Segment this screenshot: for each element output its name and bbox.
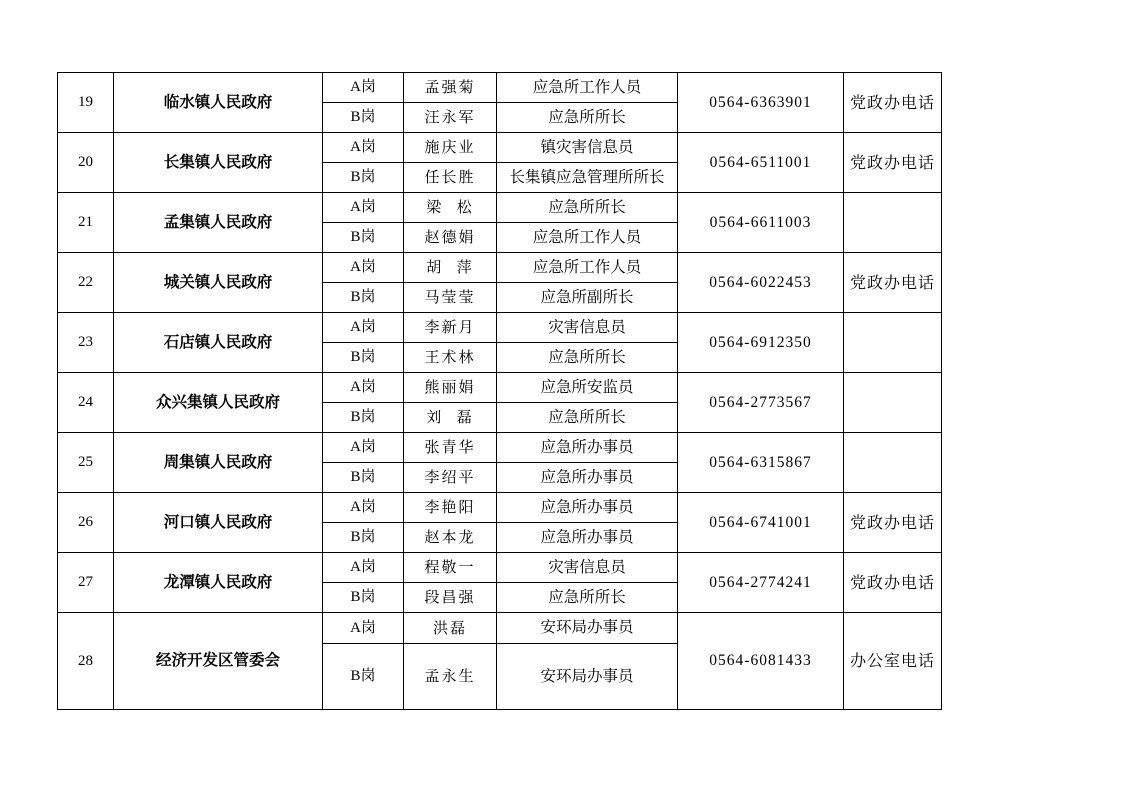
note-cell: 党政办电话 xyxy=(844,253,942,313)
post-cell: B岗 xyxy=(323,523,404,553)
person-name-cell: 赵本龙 xyxy=(404,523,497,553)
unit-name-cell: 众兴集镇人民政府 xyxy=(114,373,323,433)
table-row xyxy=(58,433,942,463)
row-number-cell: 28 xyxy=(58,613,114,710)
duty-cell: 应急所办事员 xyxy=(497,523,678,553)
unit-name-cell: 周集镇人民政府 xyxy=(114,433,323,493)
person-name-cell: 施庆业 xyxy=(404,133,497,163)
phone-cell: 0564-6081433 xyxy=(678,613,844,710)
phone-cell: 0564-6741001 xyxy=(678,493,844,553)
person-name-cell: 马莹莹 xyxy=(404,283,497,313)
unit-name-cell: 长集镇人民政府 xyxy=(114,133,323,193)
person-name-cell: 孟强菊 xyxy=(404,73,497,103)
phone-cell: 0564-6511001 xyxy=(678,133,844,193)
duty-cell: 应急所所长 xyxy=(497,103,678,133)
note-cell: 党政办电话 xyxy=(844,133,942,193)
post-cell: B岗 xyxy=(323,163,404,193)
post-cell: A岗 xyxy=(323,493,404,523)
duty-cell: 镇灾害信息员 xyxy=(497,133,678,163)
table-row xyxy=(58,313,942,343)
post-cell: A岗 xyxy=(323,613,404,644)
unit-name-cell: 临水镇人民政府 xyxy=(114,73,323,133)
table-body xyxy=(58,73,942,710)
person-name-cell: 李艳阳 xyxy=(404,493,497,523)
row-number-cell: 19 xyxy=(58,73,114,133)
note-cell xyxy=(844,373,942,433)
unit-name-cell: 石店镇人民政府 xyxy=(114,313,323,373)
person-name-cell: 张青华 xyxy=(404,433,497,463)
table-row xyxy=(58,493,942,523)
row-number-cell: 25 xyxy=(58,433,114,493)
phone-cell: 0564-6611003 xyxy=(678,193,844,253)
person-name-cell: 胡 萍 xyxy=(404,253,497,283)
note-cell xyxy=(844,313,942,373)
note-cell: 党政办电话 xyxy=(844,493,942,553)
contact-table xyxy=(57,72,942,710)
post-cell: B岗 xyxy=(323,583,404,613)
post-cell: A岗 xyxy=(323,553,404,583)
row-number-cell: 21 xyxy=(58,193,114,253)
person-name-cell: 洪磊 xyxy=(404,613,497,644)
note-cell xyxy=(844,193,942,253)
post-cell: A岗 xyxy=(323,73,404,103)
person-name-cell: 孟永生 xyxy=(404,644,497,710)
duty-cell: 应急所工作人员 xyxy=(497,253,678,283)
table-row xyxy=(58,613,942,644)
note-cell: 党政办电话 xyxy=(844,553,942,613)
note-cell: 党政办电话 xyxy=(844,73,942,133)
phone-cell: 0564-6363901 xyxy=(678,73,844,133)
person-name-cell: 任长胜 xyxy=(404,163,497,193)
duty-cell: 应急所办事员 xyxy=(497,493,678,523)
phone-cell: 0564-6315867 xyxy=(678,433,844,493)
person-name-cell: 刘 磊 xyxy=(404,403,497,433)
post-cell: A岗 xyxy=(323,193,404,223)
duty-cell: 应急所所长 xyxy=(497,583,678,613)
unit-name-cell: 龙潭镇人民政府 xyxy=(114,553,323,613)
post-cell: B岗 xyxy=(323,283,404,313)
duty-cell: 长集镇应急管理所所长 xyxy=(497,163,678,193)
person-name-cell: 李绍平 xyxy=(404,463,497,493)
person-name-cell: 段昌强 xyxy=(404,583,497,613)
post-cell: B岗 xyxy=(323,343,404,373)
duty-cell: 应急所工作人员 xyxy=(497,73,678,103)
duty-cell: 应急所办事员 xyxy=(497,463,678,493)
post-cell: A岗 xyxy=(323,433,404,463)
phone-cell: 0564-6022453 xyxy=(678,253,844,313)
person-name-cell: 汪永军 xyxy=(404,103,497,133)
person-name-cell: 梁 松 xyxy=(404,193,497,223)
duty-cell: 应急所工作人员 xyxy=(497,223,678,253)
unit-name-cell: 经济开发区管委会 xyxy=(114,613,323,710)
duty-cell: 应急所办事员 xyxy=(497,433,678,463)
post-cell: A岗 xyxy=(323,253,404,283)
phone-cell: 0564-6912350 xyxy=(678,313,844,373)
person-name-cell: 熊丽娟 xyxy=(404,373,497,403)
row-number-cell: 24 xyxy=(58,373,114,433)
unit-name-cell: 河口镇人民政府 xyxy=(114,493,323,553)
unit-name-cell: 城关镇人民政府 xyxy=(114,253,323,313)
post-cell: B岗 xyxy=(323,103,404,133)
table-row xyxy=(58,253,942,283)
person-name-cell: 李新月 xyxy=(404,313,497,343)
unit-name-cell: 孟集镇人民政府 xyxy=(114,193,323,253)
table-row xyxy=(58,193,942,223)
person-name-cell: 赵德娟 xyxy=(404,223,497,253)
duty-cell: 应急所所长 xyxy=(497,403,678,433)
note-cell xyxy=(844,433,942,493)
post-cell: A岗 xyxy=(323,373,404,403)
table-row xyxy=(58,553,942,583)
duty-cell: 应急所安监员 xyxy=(497,373,678,403)
row-number-cell: 22 xyxy=(58,253,114,313)
post-cell: A岗 xyxy=(323,133,404,163)
person-name-cell: 王术林 xyxy=(404,343,497,373)
table-row xyxy=(58,133,942,163)
duty-cell: 灾害信息员 xyxy=(497,553,678,583)
post-cell: A岗 xyxy=(323,313,404,343)
duty-cell: 安环局办事员 xyxy=(497,644,678,710)
post-cell: B岗 xyxy=(323,463,404,493)
row-number-cell: 27 xyxy=(58,553,114,613)
post-cell: B岗 xyxy=(323,223,404,253)
row-number-cell: 26 xyxy=(58,493,114,553)
duty-cell: 应急所所长 xyxy=(497,193,678,223)
duty-cell: 应急所副所长 xyxy=(497,283,678,313)
row-number-cell: 20 xyxy=(58,133,114,193)
row-number-cell: 23 xyxy=(58,313,114,373)
duty-cell: 安环局办事员 xyxy=(497,613,678,644)
post-cell: B岗 xyxy=(323,644,404,710)
phone-cell: 0564-2774241 xyxy=(678,553,844,613)
table-row xyxy=(58,73,942,103)
note-cell: 办公室电话 xyxy=(844,613,942,710)
duty-cell: 应急所所长 xyxy=(497,343,678,373)
table-row xyxy=(58,373,942,403)
person-name-cell: 程敬一 xyxy=(404,553,497,583)
phone-cell: 0564-2773567 xyxy=(678,373,844,433)
post-cell: B岗 xyxy=(323,403,404,433)
duty-cell: 灾害信息员 xyxy=(497,313,678,343)
